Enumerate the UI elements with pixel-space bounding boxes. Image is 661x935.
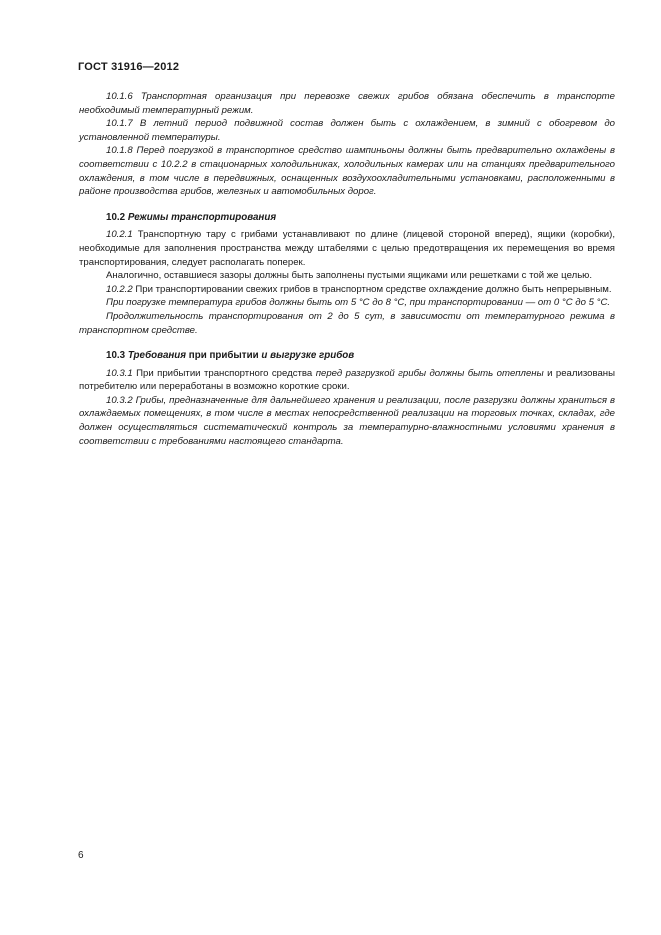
clause-text: При транспортировании свежих грибов в транспортном средстве охлаждение должно быть непрерывным. (132, 283, 612, 295)
clause-10-2-2-duration: Продолжительность транспортирования от 2 до 5 сут, в зависимости от температурного режима в транспортном средстве. (79, 310, 615, 336)
clause-text-c: и реализованы потребителю или переработаны в возможно короткие сроки. (79, 367, 615, 393)
clause-10-1-6: 10.1.6 Транспортная организация при перевозке свежих грибов обязана обеспечить в транспорте необходимый температурный режим. (79, 91, 615, 116)
section-title-part2: при прибытии (186, 350, 262, 362)
section-title: Режимы транспортирования (127, 211, 277, 223)
standard-header: ГОСТ 31916—2012 (78, 61, 180, 73)
clause-10-1-7: 10.1.7 В летний период подвижной состав должен быть с охлаждением, в зимний с обогревом до установленной температуры. (79, 118, 615, 143)
section-title-part3: и выгрузке грибов (261, 350, 355, 362)
clause-10-3-2: 10.3.2 Грибы, предназначенные для дальнейшего хранения и реализации, после разгрузки должны храниться в охлаждаемых помещениях, в том числе в местах непосредственной реализации на торговых точках, складах, где должен осуществляться систематический контроль за температурно-влажностными условиями хранения в соответствии с требованиями настоящего стандарта. (79, 394, 615, 447)
section-heading-10-2 (79, 211, 615, 225)
section-title-part1: Требования (127, 350, 187, 362)
clause-10-2-1-continued: Аналогично, оставшиеся зазоры должны быть заполнены пустыми ящиками или решетками с той же целью. (106, 270, 593, 282)
section-number: 10.3 (106, 350, 126, 362)
section-heading-10-3 (79, 349, 615, 363)
clause-text-a: При прибытии транспортного средства (132, 367, 316, 379)
clause-number: 10.2.2 (106, 283, 133, 295)
clause-text-b: перед разгрузкой грибы должны быть отеплены (315, 367, 544, 379)
clause-10-2-2 (79, 283, 615, 297)
clause-number: 10.3.1 (106, 367, 133, 379)
clause-10-1-8: 10.1.8 Перед погрузкой в транспортное средство шампиньоны должны быть предварительно охлаждены в соответствии с 10.2.2 в стационарных холодильниках, холодильных камерах или на станциях предварительного охлаждения, в том числе в передвижных, оснащенных воздухоохладительными установками, расположенными в районе производства грибов, железных и автомобильных дорог. (79, 145, 615, 198)
page-number: 6 (78, 850, 84, 861)
clause-10-3-1 (79, 367, 615, 394)
clause-text: Транспортную тару с грибами устанавливают по длине (лицевой стороной вперед), ящики (коробки), необходимые для заполнения пространства между штабелями с целью предотвращения их перемещения во время транспортирования, следует располагать поперек. (79, 229, 615, 268)
section-number: 10.2 (106, 211, 126, 223)
clause-10-2-2-temperature: При погрузке температура грибов должны быть от 5 °С до 8 °С, при транспортировании — от 0 °С до 5 °С. (106, 297, 611, 309)
document-body (79, 90, 615, 448)
clause-number: 10.2.1 (106, 229, 133, 241)
clause-10-2-1 (79, 228, 615, 269)
